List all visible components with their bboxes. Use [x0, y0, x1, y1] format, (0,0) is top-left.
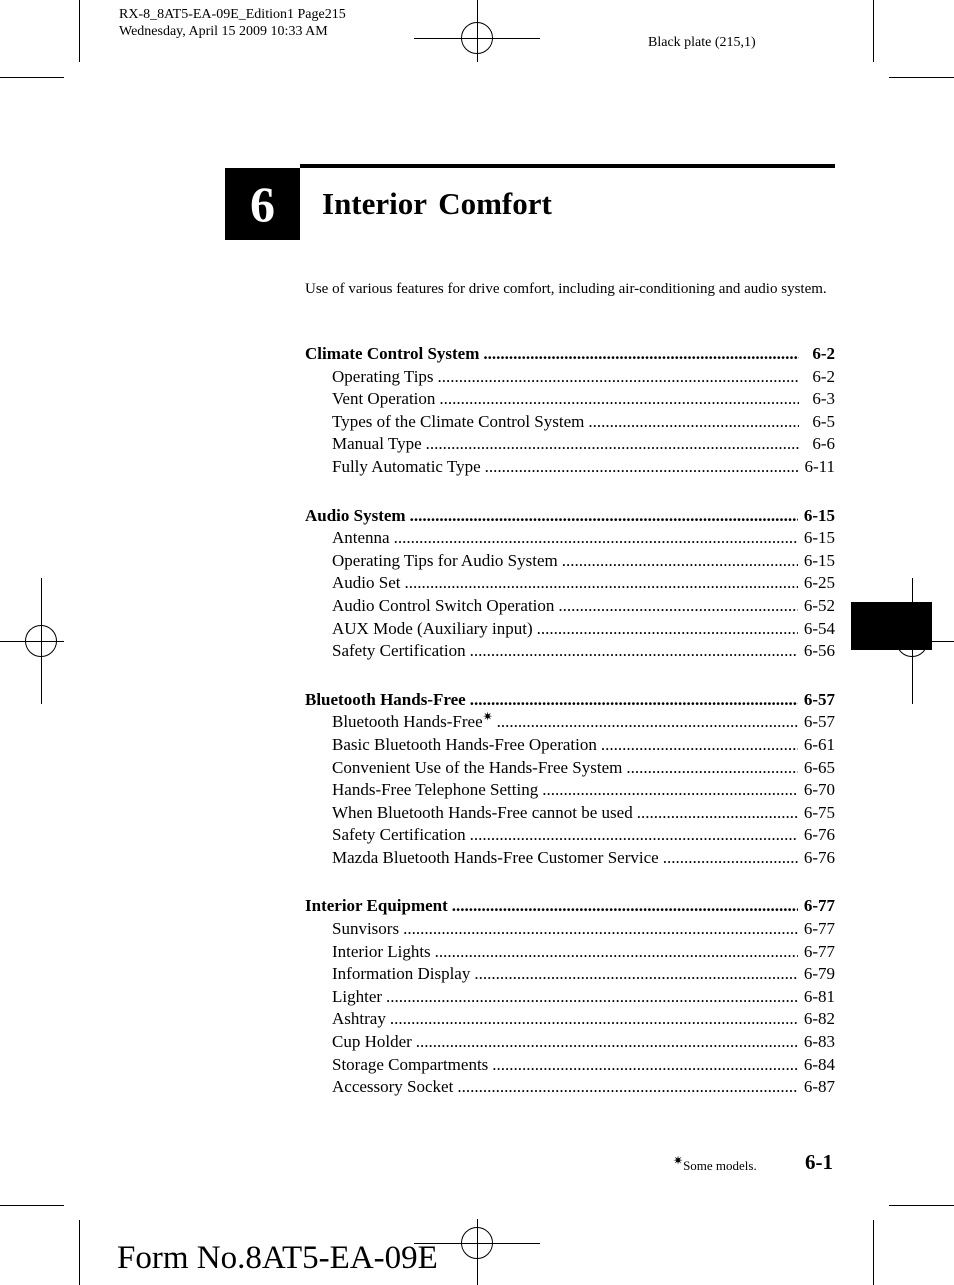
toc-entry-title-text: Bluetooth Hands-Free — [332, 712, 483, 732]
toc-entry-page: 6-75 — [803, 802, 835, 822]
toc-entry-title-text: Basic Bluetooth Hands-Free Operation — [332, 734, 597, 754]
toc-entry[interactable] — [305, 456, 835, 479]
dot-leader — [394, 527, 798, 550]
dot-leader — [474, 963, 797, 986]
dot-leader — [483, 343, 799, 366]
dot-leader — [410, 505, 798, 528]
toc-entry-page: 6-81 — [803, 986, 835, 1006]
toc-entry[interactable] — [305, 941, 835, 964]
toc-entry-page: 6-77 — [803, 941, 835, 961]
toc-entry-page: 6-77 — [803, 919, 835, 939]
toc-entry-title — [332, 711, 493, 734]
toc-entry-title — [332, 456, 481, 479]
toc-entry-page: 6-57 — [803, 689, 835, 709]
toc-entry-page: 6-65 — [803, 757, 835, 777]
toc-entry-page: 6-54 — [803, 618, 835, 638]
dot-leader — [403, 918, 798, 941]
toc-entry-title-text: Audio Set — [332, 573, 401, 593]
toc-entry-title-text: AUX Mode (Auxiliary input) — [332, 618, 533, 638]
print-info-line2: Wednesday, April 15 2009 10:33 AM — [119, 24, 328, 39]
toc-entry-title — [332, 918, 399, 941]
dot-leader — [457, 1076, 798, 1099]
toc-entry-title — [332, 941, 431, 964]
toc-entry-title-text: When Bluetooth Hands-Free cannot be used — [332, 802, 633, 822]
toc-entry-title — [332, 433, 422, 456]
toc-entry[interactable] — [305, 366, 835, 389]
toc-entry-title-text: Safety Certification — [332, 641, 466, 661]
toc-entry-title-text: Climate Control System — [305, 344, 480, 363]
toc-entry[interactable] — [305, 1076, 835, 1099]
toc-entry-page: 6-56 — [803, 641, 835, 661]
toc-entry[interactable] — [305, 572, 835, 595]
toc-section — [305, 505, 835, 663]
toc-entry-title — [332, 572, 400, 595]
toc-entry-page: 6-61 — [803, 734, 835, 754]
toc-entry-title — [332, 640, 466, 663]
chapter-thumb-tab — [851, 602, 932, 650]
toc-entry-page: 6-15 — [803, 528, 835, 548]
toc-entry-page: 6-2 — [812, 344, 835, 363]
toc-entry-title-text: Storage Compartments — [332, 1054, 489, 1074]
footnote-text: Some models. — [683, 1158, 757, 1173]
toc-entry-title-text: Operating Tips for Audio System — [332, 550, 558, 570]
toc-entry[interactable] — [305, 411, 835, 434]
toc-entry[interactable] — [305, 618, 835, 641]
toc-entry[interactable] — [305, 433, 835, 456]
toc-entry-title — [332, 1031, 412, 1054]
toc-entry-title-text: Cup Holder — [332, 1032, 412, 1052]
dot-leader — [435, 941, 798, 964]
toc-entry-title-text: Accessory Socket — [332, 1077, 454, 1097]
toc-entry[interactable] — [305, 550, 835, 573]
toc-entry-title-text: Hands-Free Telephone Setting — [332, 780, 539, 800]
toc-entry-title-text: Manual Type — [332, 434, 422, 454]
dot-leader — [404, 572, 797, 595]
toc-entry-title — [332, 527, 390, 550]
dot-leader — [588, 411, 799, 434]
dot-leader — [390, 1008, 798, 1031]
toc-entry-title-text: Information Display — [332, 964, 471, 984]
form-number: Form No.8AT5-EA-09E — [117, 1240, 438, 1276]
toc-entry-page: 6-70 — [803, 780, 835, 800]
footnote — [673, 1153, 757, 1174]
chapter-title: Interior Comfort — [322, 186, 552, 221]
toc-entry-title-text: Ashtray — [332, 1009, 386, 1029]
toc-entry[interactable] — [305, 734, 835, 757]
dot-leader — [438, 366, 799, 389]
dot-leader — [439, 388, 799, 411]
toc-entry[interactable] — [305, 802, 835, 825]
toc-section — [305, 895, 835, 1098]
toc-entry-title — [305, 343, 479, 366]
toc-entry-title-text: Interior Lights — [332, 941, 431, 961]
toc-entry-page: 6-2 — [812, 366, 835, 386]
toc-entry-title-text: Fully Automatic Type — [332, 456, 481, 476]
toc-entry-title-text: Lighter — [332, 986, 383, 1006]
toc-entry-title-text: Sunvisors — [332, 919, 400, 939]
toc-entry-title — [332, 1054, 488, 1077]
toc-entry-title-text: Interior Equipment — [305, 896, 448, 916]
toc-entry[interactable] — [305, 824, 835, 847]
toc-entry-page: 6-57 — [803, 712, 835, 732]
toc-section — [305, 689, 835, 870]
toc-section-heading[interactable] — [305, 343, 835, 366]
toc-entry-title — [332, 595, 554, 618]
dot-leader — [492, 1054, 798, 1077]
toc-entry-title-text: Antenna — [332, 528, 390, 548]
toc-entry-title — [332, 550, 558, 573]
dot-leader — [626, 757, 797, 780]
toc-entry-page: 6-5 — [812, 411, 835, 431]
toc-entry[interactable] — [305, 1008, 835, 1031]
toc-entry-page: 6-77 — [803, 896, 835, 916]
toc-entry-title — [332, 411, 584, 434]
toc-entry-title — [332, 779, 538, 802]
toc-entry-page: 6-83 — [803, 1032, 835, 1052]
toc-entry-page: 6-11 — [804, 456, 835, 476]
toc-entry-page: 6-82 — [803, 1009, 835, 1029]
chapter-intro: Use of various features for drive comfort, including air-conditioning and audio system. — [305, 281, 827, 297]
toc-entry-title — [305, 505, 406, 528]
footnote-star: ✷ — [673, 1153, 684, 1168]
toc-entry-title — [332, 847, 659, 870]
dot-leader — [470, 640, 798, 663]
toc-entry[interactable] — [305, 640, 835, 663]
toc-entry[interactable] — [305, 1031, 835, 1054]
toc-entry-title-text: Audio System — [305, 505, 406, 525]
toc-entry[interactable] — [305, 847, 835, 870]
toc-entry-page: 6-76 — [803, 847, 835, 867]
dot-leader — [485, 456, 799, 479]
toc-entry-title — [332, 734, 597, 757]
toc-entry-title-text: Vent Operation — [332, 389, 436, 409]
print-info — [119, 6, 346, 40]
toc-entry-title — [305, 895, 448, 918]
chapter-number: 6 — [225, 168, 300, 240]
toc-entry[interactable] — [305, 1054, 835, 1077]
dot-leader — [426, 433, 799, 456]
toc-entry-title-text: Bluetooth Hands-Free — [305, 689, 466, 709]
toc-entry-title — [332, 802, 633, 825]
toc-section — [305, 343, 835, 479]
toc-entry[interactable] — [305, 986, 835, 1009]
toc-entry-title — [332, 366, 434, 389]
table-of-contents — [305, 343, 835, 1125]
page-number: 6-1 — [805, 1150, 833, 1174]
toc-entry-title-text: Mazda Bluetooth Hands-Free Customer Service — [332, 847, 659, 867]
toc-entry-title — [332, 388, 435, 411]
toc-entry-page: 6-84 — [803, 1054, 835, 1074]
dot-leader — [601, 734, 798, 757]
toc-section-heading[interactable] — [305, 505, 835, 528]
toc-entry[interactable] — [305, 595, 835, 618]
toc-entry-title — [332, 986, 382, 1009]
toc-entry-page: 6-76 — [803, 825, 835, 845]
print-info-line1: RX-8_8AT5-EA-09E_Edition1 Page215 — [119, 7, 346, 22]
toc-entry-page: 6-87 — [803, 1077, 835, 1097]
dot-leader — [497, 711, 798, 734]
toc-entry-page: 6-15 — [803, 550, 835, 570]
toc-entry[interactable] — [305, 963, 835, 986]
dot-leader — [537, 618, 798, 641]
dot-leader — [558, 595, 797, 618]
toc-entry[interactable] — [305, 779, 835, 802]
toc-entry-title — [332, 618, 533, 641]
dot-leader — [416, 1031, 798, 1054]
toc-entry-page: 6-6 — [812, 434, 835, 454]
toc-entry[interactable] — [305, 711, 835, 734]
toc-entry-title — [332, 1008, 386, 1031]
toc-entry-page: 6-79 — [803, 964, 835, 984]
toc-entry-title — [332, 963, 470, 986]
plate-label: Black plate (215,1) — [648, 35, 756, 50]
dot-leader — [452, 895, 798, 918]
dot-leader — [637, 802, 798, 825]
chapter-rule — [300, 164, 835, 168]
toc-entry[interactable] — [305, 388, 835, 411]
toc-entry-title-text: Convenient Use of the Hands-Free System — [332, 757, 623, 777]
dot-leader — [386, 986, 798, 1009]
toc-entry[interactable] — [305, 527, 835, 550]
toc-entry-page: 6-3 — [812, 389, 835, 409]
toc-entry-title-text: Operating Tips — [332, 366, 434, 386]
dot-leader — [663, 847, 798, 870]
toc-section-heading[interactable] — [305, 689, 835, 712]
toc-entry[interactable] — [305, 757, 835, 780]
toc-section-heading[interactable] — [305, 895, 835, 918]
toc-entry-title — [332, 824, 466, 847]
toc-entry-page: 6-25 — [803, 573, 835, 593]
toc-entry-page: 6-15 — [803, 505, 835, 525]
dot-leader — [470, 824, 798, 847]
dot-leader — [562, 550, 798, 573]
toc-entry-title-text: Types of the Climate Control System — [332, 411, 585, 431]
toc-entry-title — [305, 689, 466, 712]
toc-entry-title — [332, 757, 622, 780]
toc-entry[interactable] — [305, 918, 835, 941]
toc-entry-title-text: Audio Control Switch Operation — [332, 595, 555, 615]
toc-entry-title — [332, 1076, 453, 1099]
toc-entry-title-text: Safety Certification — [332, 825, 466, 845]
dot-leader — [542, 779, 798, 802]
some-models-star-icon: ✷ — [482, 709, 493, 724]
dot-leader — [470, 689, 798, 712]
toc-entry-page: 6-52 — [803, 595, 835, 615]
